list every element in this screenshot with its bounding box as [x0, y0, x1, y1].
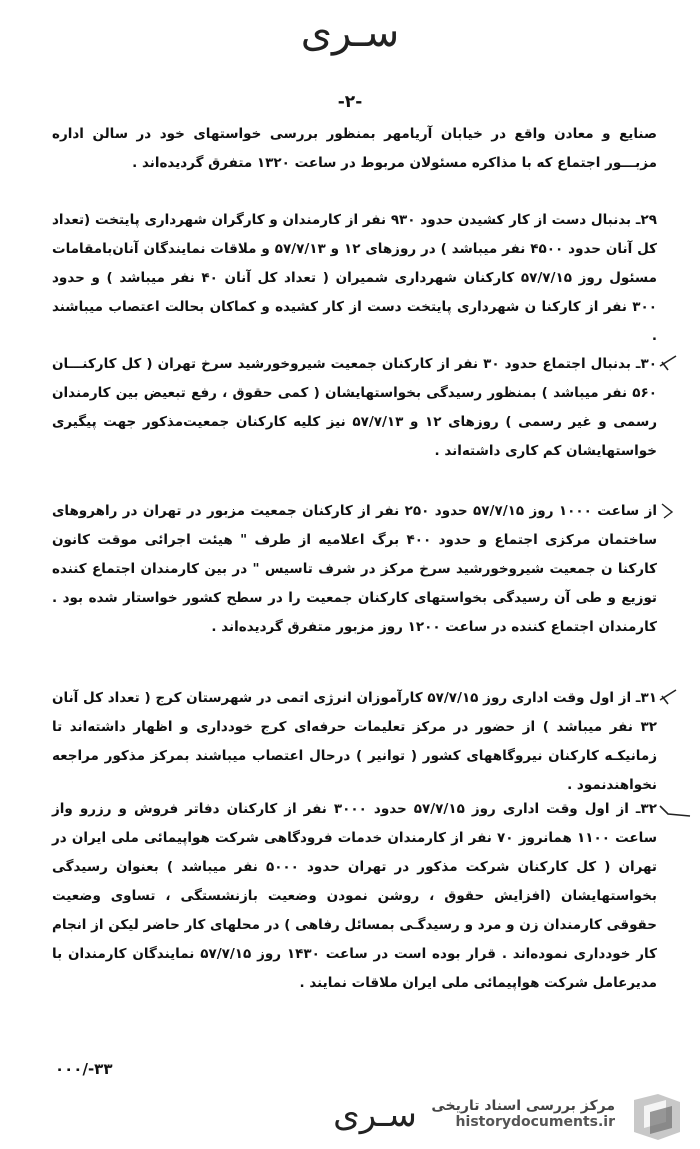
page-number: -۲-: [337, 92, 363, 112]
classification-stamp-top: سـری: [300, 10, 400, 56]
paragraph-item-29: [52, 206, 657, 351]
margin-check-icon: [658, 800, 692, 820]
paragraph-text: ۳۱ـ از اول وقت اداری روز ۵۷/۷/۱۵ کارآموزان انرژی اتمی در شهرستان کرج ( تعداد کل آنان ۳۲ نفر میباشد ) از حضور در مرکز تعلیمات حرفه‌ای کرج خودداری و اظهار داشته‌اند تا زمانیکـه کارکنان نیروگاههای کشور ( توانیر ) درحال اعتصاب میباشند بمرکز مذکور مراجعه نخواهندنمود .: [52, 690, 657, 793]
reference-number: ۰۰۰/-۳۳: [55, 1060, 113, 1078]
paragraph-text: ۳۲ـ از اول وقت اداری روز ۵۷/۷/۱۵ حدود ۳۰۰۰ نفر از کارکنان دفاتر فروش و رزرو واز ساعت ۱۱۰۰ همانروز ۷۰ نفر از کارمندان خدمات فرودگاهی شرکت هواپیمائی ملی ایران در تهران ( کل کارکنان شرکت مذکور در تهران حدود ۵۰۰۰ نفر میباشد ) بعنوان رسیدگی بخواستهایشان (افزایش حقوق ، روشن نمودن وضعیت بازنشستگی ، تساوی وضعیت حقوقی کارمندان زن و مرد و رسیدگـی بمسائل رفاهی ) در محلهای کار حاضر لیکن از انجام کار خودداری نموده‌اند . قرار بوده است در ساعت ۱۴۳۰ روز ۵۷/۷/۱۵ نمایندگان کارمندان با مدیرعامل شرکت هواپیمائی ملی ایران ملاقات نمایند .: [52, 801, 658, 991]
paragraph-text: از ساعت ۱۰۰۰ روز ۵۷/۷/۱۵ حدود ۲۵۰ نفر از کارکنان جمعیت مزبور در تهران در راهروهای ساختمان مرکزی اجتماع و حدود ۴۰۰ برگ اعلامیه از طرف " هیئت اجرائی موقت کانون کارکنا ن جمعیت شیروخورشید سرخ مرکز در شرف تاسیس " در بین کارمندان اجتماع کننده توزیع و طی آن رسیدگی بخواستهای کارکنان جمعیت را در سطح کشور خواستار شده بود . کارمندان اجتماع کننده در ساعت ۱۲۰۰ روز مزبور متفرق گردیده‌اند .: [52, 503, 657, 635]
paragraph-item-31: [52, 684, 657, 800]
margin-check-icon: [658, 686, 692, 706]
watermark-title: مرکز بررسی اسناد تاریخی: [431, 1098, 615, 1114]
paragraph-text: ۳۰ـ بدنبال اجتماع حدود ۳۰ نفر از کارکنان جمعیت شیروخورشید سرخ تهران ( کل کارکنـــان ۵۶۰ نفر میباشد ) بمنظور رسیدگی بخواستهایشان ( کمی حقوق ، رفع تبعیض بین کارمندان رسمی و غیر رسمی ) روزهای ۱۲ و ۵۷/۷/۱۳ نیز کلیه کارکنان جمعیت‌مذکور جهت پیگیری خواستهایشان کم کاری داشته‌اند .: [52, 356, 658, 459]
margin-check-icon: [658, 500, 692, 520]
archive-watermark: [415, 1098, 615, 1130]
paragraph-text: صنایع و معادن واقع در خیابان آریامهر بمنظور بررسی خواستهای خود در سالن اداره مزبـــور اجتماع که با مذاکره مسئولان مربوط در ساعت ۱۳۲۰ متفرق گردیده‌اند .: [52, 126, 657, 171]
paragraph-continuation: [52, 120, 657, 178]
watermark-url: historydocuments.ir: [455, 1114, 615, 1130]
paragraph-item-30: [52, 350, 657, 466]
paragraph-item-32: [52, 795, 657, 998]
paragraph-item-30-continued: [52, 497, 657, 642]
classification-stamp-bottom: سـری: [333, 1095, 417, 1135]
paragraph-text: ۲۹ـ بدنبال دست از کار کشیدن حدود ۹۳۰ نفر از کارمندان و کارگران شهرداری پایتخت (تعداد کل آنان حدود ۴۵۰۰ نفر میباشد ) در روزهای ۱۲ و ۵۷/۷/۱۳ و ملاقات نمایندگان آنان‌بامقامات مسئول روز ۵۷/۷/۱۵ کارکنان شهرداری شمیران ( تعداد کل آنان ۴۰ نفر میباشد ) و حدود ۳۰۰ نفر از کارکنا ن شهرداری پایتخت دست از کار کشیده و کماکان بحالت اعتصاب میباشند .: [52, 212, 658, 344]
margin-check-icon: [658, 352, 692, 372]
archive-logo-icon: [628, 1092, 686, 1142]
